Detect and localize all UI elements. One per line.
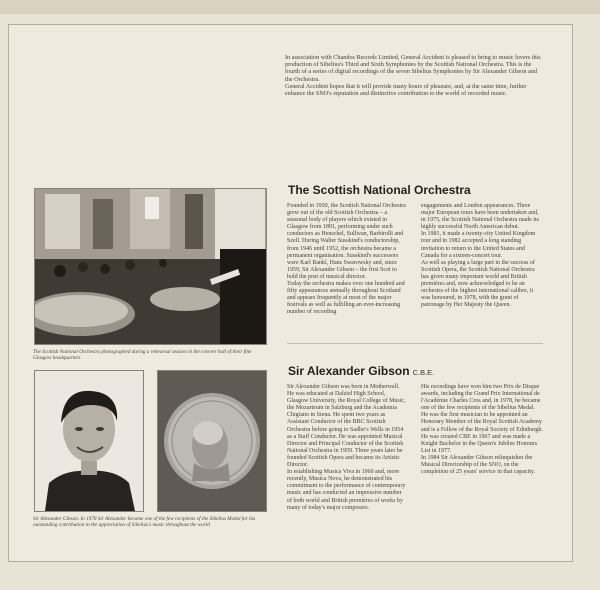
gibson-photo-caption: Sir Alexander Gibson. In 1978 Sir Alexander became one of the few recipients of the Sibelius Medal for his outstanding contribution to the appreciation of Sibelius's music throughout the world xyxy=(33,516,256,529)
orchestra-photo xyxy=(34,188,267,345)
gibson-portrait xyxy=(34,370,144,512)
orchestra-text-column-1: Founded in 1950, the Scottish National Orchestra grew out of the old Scottish Orchestra – a seasonal body of players which existed in Glasgow from 1891, performing under such conductors as Henschel, Sullivan, Barbirolli and Szell. During Walter Susskind's conductorship, from 1946 until 1952, the orchestra became a permanent organisation. Susskind's successors were Karl Rankl, Hans Swarowsky and, since 1959, Sir Alexander Gibson – the first Scot to hold the post of musical director. Today the orchestra makes over one hundred and fifty appearances annually throughout Scotland and appears frequently at most of the major festivals as well as fulfilling an ever-increasing number of recording xyxy=(287,203,406,316)
orchestra-photo-caption: The Scottish National Orchestra photographed during a rehearsal session in the concert hall of their fine Glasgow headquarters xyxy=(33,349,252,362)
gibson-heading xyxy=(288,364,434,378)
gibson-honour: C.B.E. xyxy=(412,368,435,377)
intro-paragraph: In association with Chandos Records Limited, General Accident is pleased to bring to music lovers this production of Sibelius's Third and Sixth Symphonies by the Scottish National Orchestra. This is the fourth of a series of digital recordings of the seven Sibelius Symphonies by Sir Alexander Gibson and the Orchestra. General Accident hopes that it will provide many hours of pleasure, and, at the same time, further enhance the SNO's reputation and distinctive contribution to the world of recorded music. xyxy=(285,54,541,98)
orchestra-heading: The Scottish National Orchestra xyxy=(288,183,471,197)
gibson-name: Sir Alexander Gibson xyxy=(288,364,410,378)
orchestra-text-column-2: engagements and London appearances. Three major European tours have been undertaken and, in 1975, the Scottish National Orchestra made its highly successful North American debut. In 1981, it made a twenty-city United Kingdom tour and in 1982 accepted a long standing invitation to return to the United States and Canada for a sixteen-concert tour. As well as playing a large part in the success of Scottish Opera, the Scottish National Orchestra has given many important world and British premières and, now acknowledged to be an orchestra of the highest international calibre, it was honoured, in 1978, with the grant of patronage by Her Majesty the Queen. xyxy=(421,203,539,309)
gibson-text-column-2: His recordings have won him two Prix de Disque awards, including the Grand Prix International de l'Académie Charles Cros and, in 1978, he became one of the few recipients of the Sibelius Medal. He was the first musician to be appointed an Honorary Member of the Royal Scottish Academy and is a Fellow of the Royal Society of Edinburgh. He was created CBE in 1967 and was made a Knight Bachelor in the Queen's Jubilee Honours List in 1977. In 1984 Sir Alexander Gibson relinquishes the Musical Directorship of the SNO, on the completion of 25 years' service in that capacity. xyxy=(421,384,543,476)
sleeve-edge xyxy=(0,0,600,14)
gibson-text-column-1: Sir Alexander Gibson was born in Motherwell. He was educated at Dalziel High School, Glasgow University, the Royal College of Music, the Mozarteum in Salzburg and the Academia Chigiano in Siena. He spent two years as Assistant Conductor of the BBC Scottish Orchestra before going to Sadler's Wells in 1954 as a Staff Conductor. He was appointed Musical Director and Principal Conductor of the Scottish National Orchestra in 1959. Three years later he founded Scottish Opera and became its Artistic Director. In establishing Musica Viva in 1960 and, more recently, Musica Nova, he demonstrated his commitment to the performance of contemporary music and has conducted an impressive number of both world and British premières of works by many of today's major composers. xyxy=(287,384,406,511)
section-divider xyxy=(287,343,543,344)
sibelius-medal-photo xyxy=(157,370,267,512)
